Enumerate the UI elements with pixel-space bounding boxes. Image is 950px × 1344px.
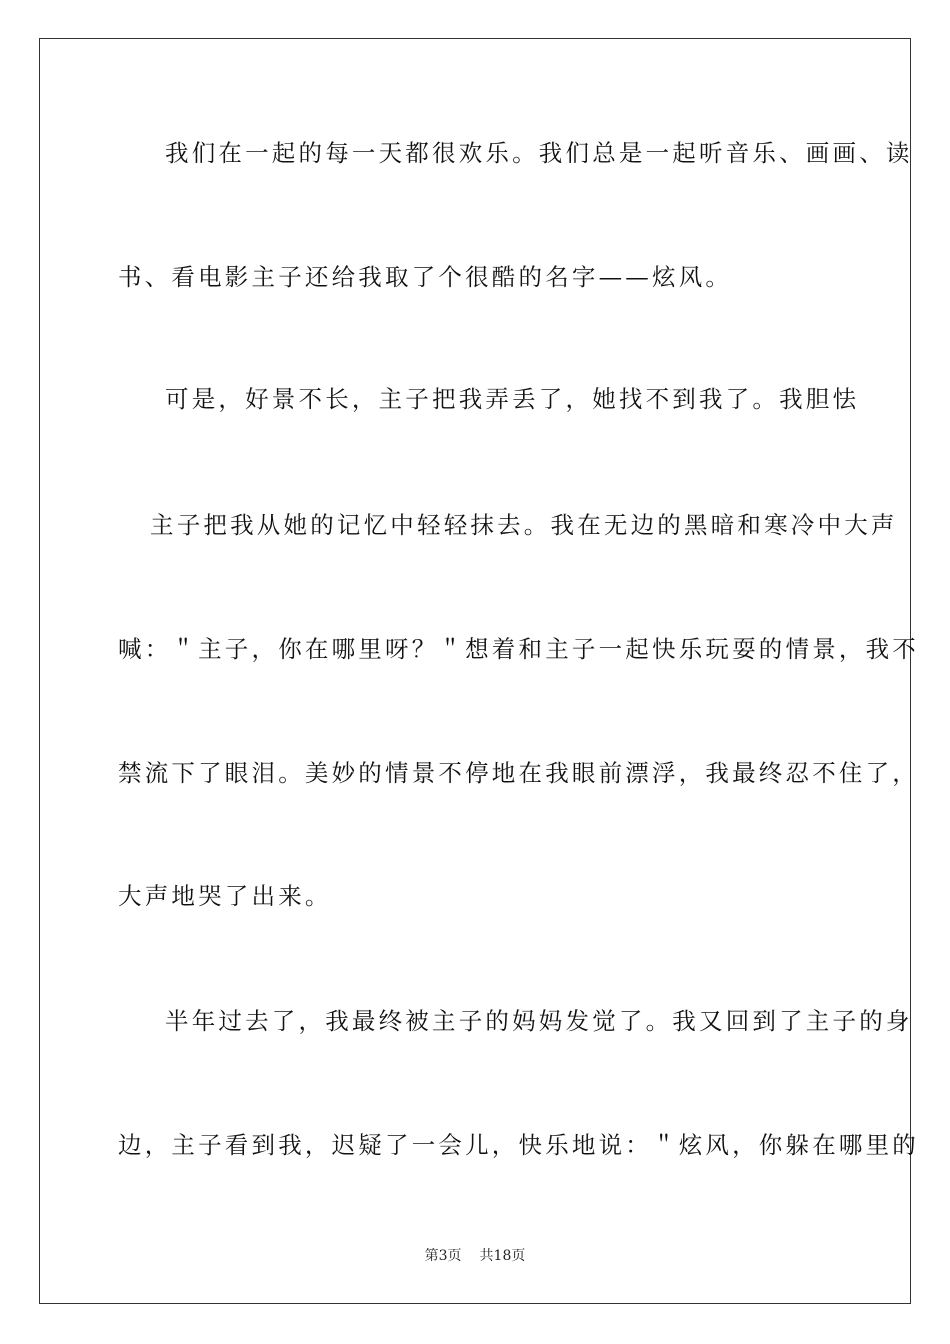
paragraph-line: 可是，好景不长，主子把我弄丢了，她找不到我了。我胆怯 (165, 385, 860, 413)
page-footer (0, 1247, 950, 1265)
paragraph-line: 禁流下了眼泪。美妙的情景不停地在我眼前漂浮，我最终忍不住了， (118, 759, 919, 787)
page-border (39, 38, 919, 1304)
paragraph-line: 大声地哭了出来。 (118, 882, 332, 910)
paragraph-line: 喊：＂主子，你在哪里呀？＂想着和主子一起快乐玩耍的情景，我不 (118, 635, 919, 663)
paragraph-line: 边，主子看到我，迟疑了一会儿，快乐地说：＂炫风，你躲在哪里的 (118, 1131, 919, 1159)
paragraph-line: 主子把我从她的记忆中轻轻抹去。我在无边的黑暗和寒冷中大声 (150, 511, 898, 539)
paragraph-line: 半年过去了，我最终被主子的妈妈发觉了。我又回到了主子的身 (165, 1007, 913, 1035)
page-number: 第3页 (424, 1248, 462, 1264)
paragraph-line: 书、看电影主子还给我取了个很酷的名字——炫风。 (118, 263, 733, 291)
page-total: 共18页 (479, 1248, 526, 1264)
paragraph-line: 我们在一起的每一天都很欢乐。我们总是一起听音乐、画画、读 (165, 139, 913, 167)
